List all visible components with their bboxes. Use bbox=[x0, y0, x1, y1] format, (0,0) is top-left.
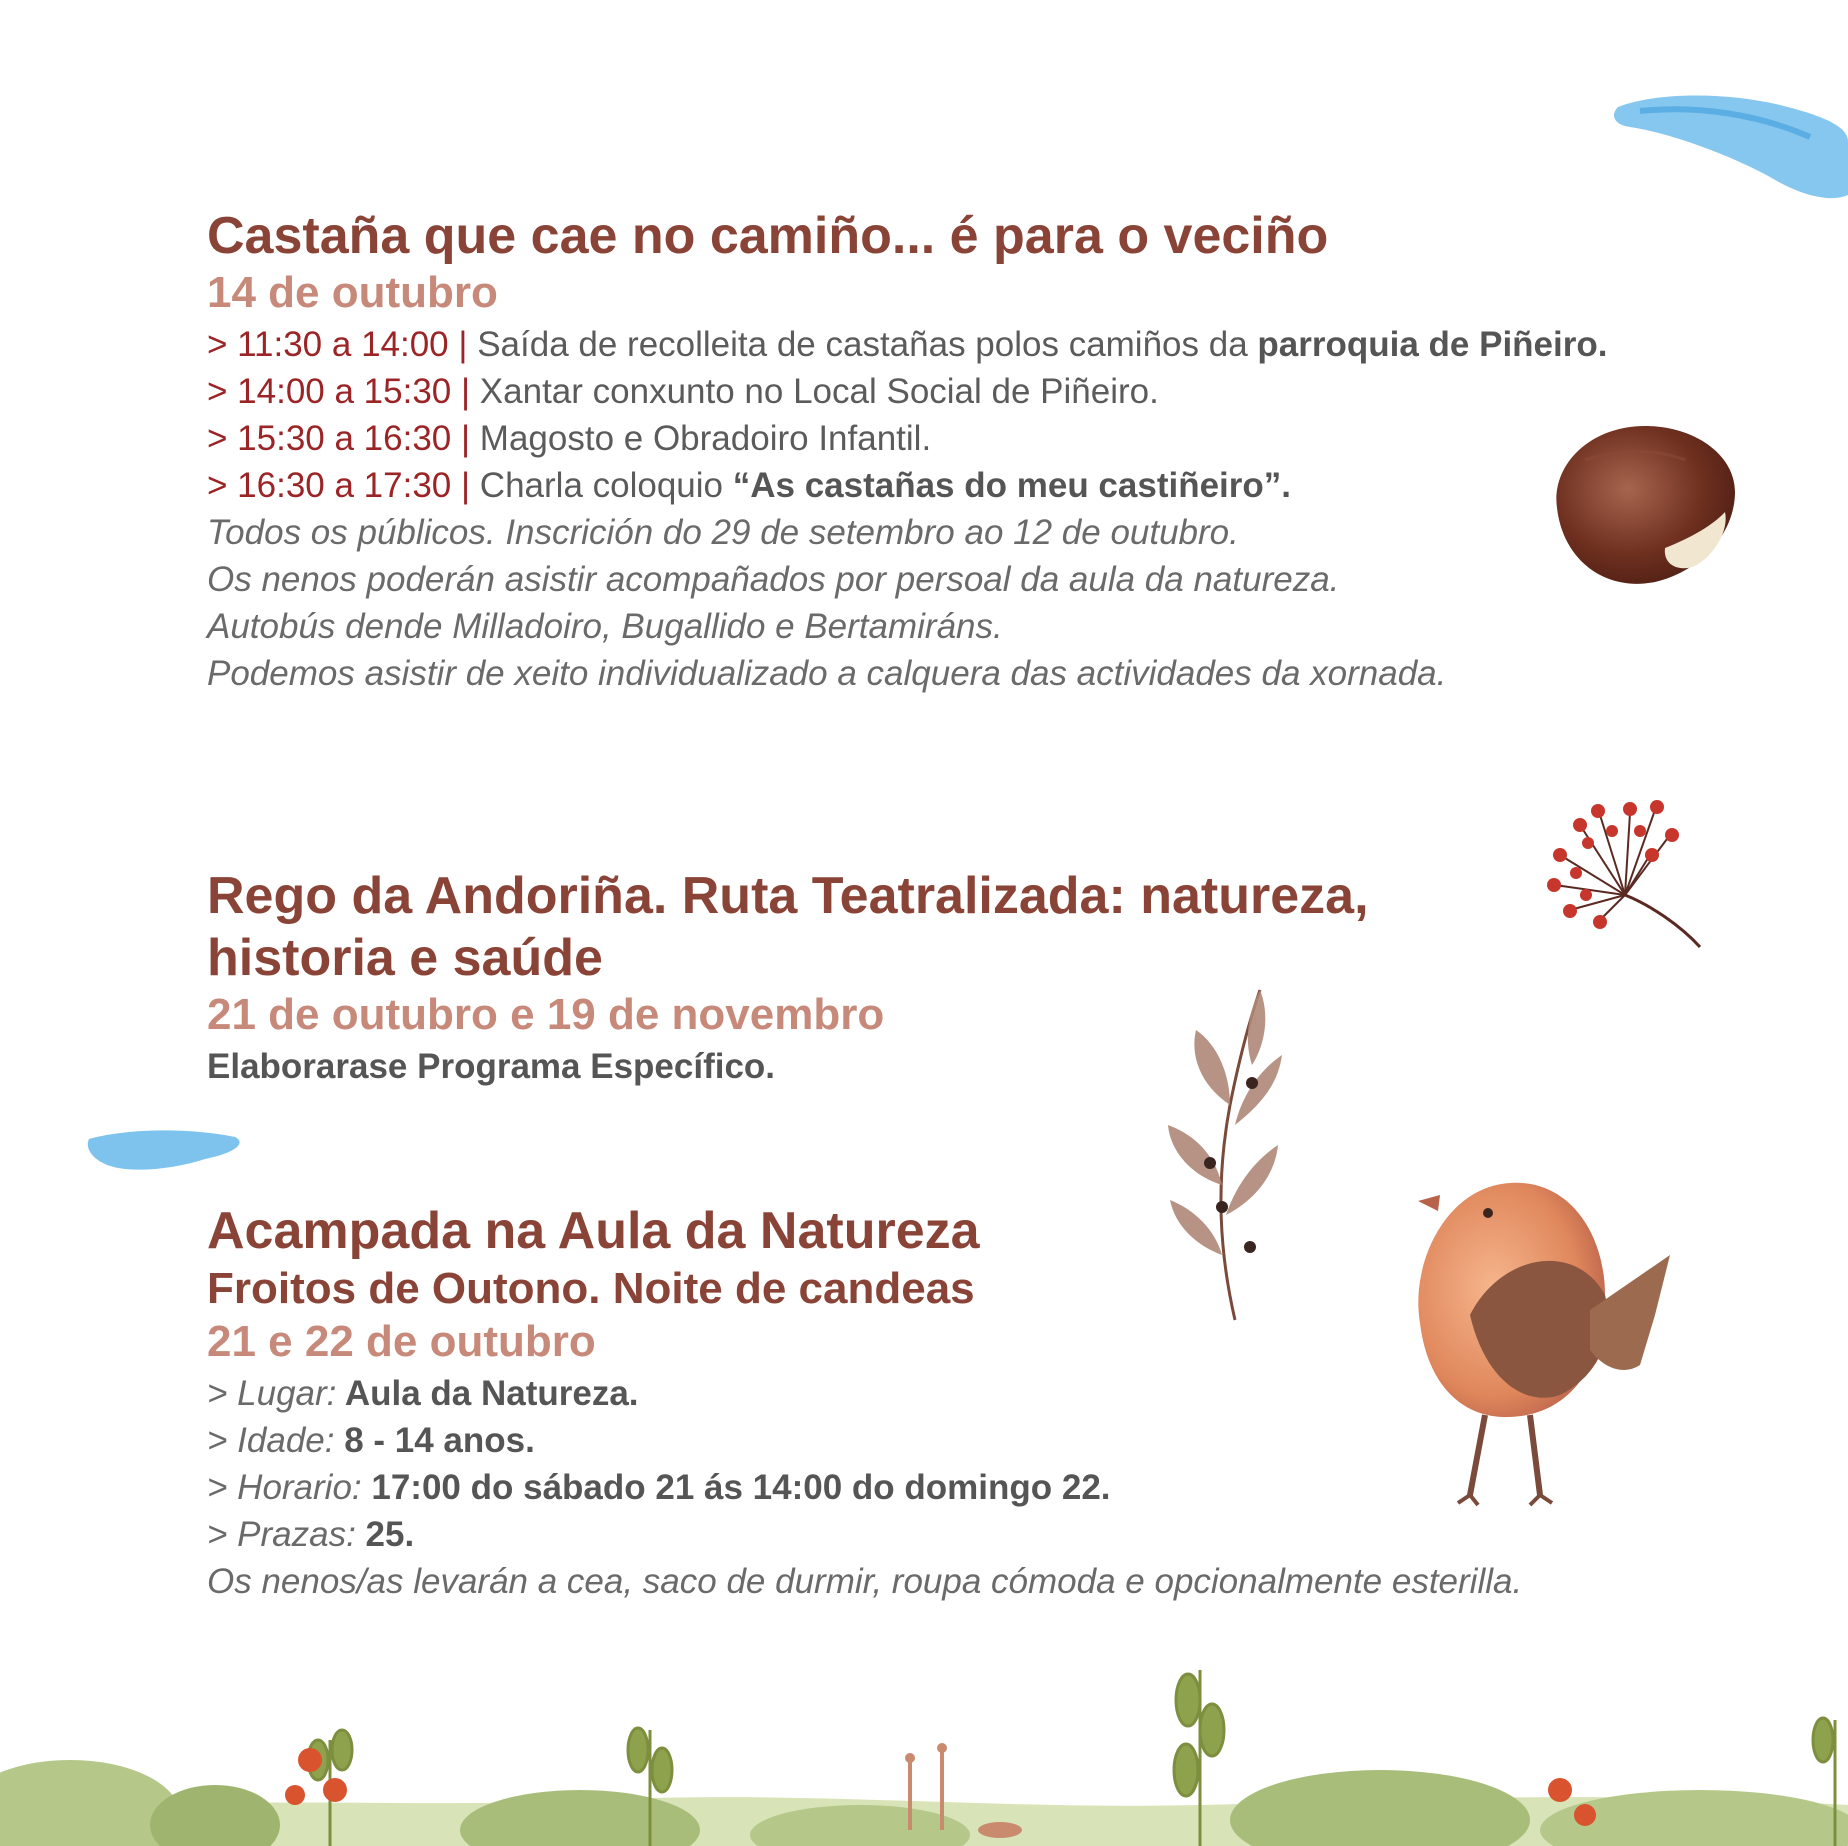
event-note: Os nenos poderán asistir acompañados por persoal da aula da natureza. bbox=[207, 560, 1340, 599]
detail-row bbox=[207, 1417, 1607, 1464]
event-castanas bbox=[207, 205, 1607, 697]
meadow-plants bbox=[0, 1640, 1848, 1846]
schedule-text: Xantar conxunto no Local Social de Piñeiro. bbox=[470, 372, 1159, 411]
detail-row bbox=[207, 1464, 1607, 1511]
event-description: Elaborarase Programa Específico. bbox=[207, 1047, 776, 1086]
schedule-text: Magosto e Obradoiro Infantil. bbox=[470, 419, 932, 458]
berry-branch-icon bbox=[1540, 795, 1710, 955]
detail-value: Aula da Natureza. bbox=[336, 1374, 639, 1413]
event-date: 21 e 22 de outubro bbox=[207, 1317, 596, 1366]
event-note: Podemos asistir de xeito individualizado a calquera das actividades da xornada. bbox=[207, 654, 1447, 693]
event-title: Acampada na Aula da Natureza bbox=[207, 1202, 980, 1260]
schedule-time: > 15:30 a 16:30 | bbox=[207, 419, 471, 458]
detail-value: 25. bbox=[355, 1515, 415, 1554]
schedule-item bbox=[207, 368, 1607, 415]
detail-row bbox=[207, 1511, 1607, 1558]
event-date: 14 de outubro bbox=[207, 268, 498, 317]
schedule-item bbox=[207, 462, 1607, 509]
detail-label: > Horario: bbox=[207, 1468, 362, 1507]
event-subtitle: Froitos de Outono. Noite de candeas bbox=[207, 1264, 975, 1313]
event-note: Os nenos/as levarán a cea, saco de durmir, roupa cómoda e opcionalmente esterilla. bbox=[207, 1562, 1523, 1601]
event-note: Autobús dende Milladoiro, Bugallido e Bertamiráns. bbox=[207, 607, 1003, 646]
detail-value: 8 - 14 anos. bbox=[334, 1421, 535, 1460]
detail-row bbox=[207, 1370, 1607, 1417]
detail-label: > Lugar: bbox=[207, 1374, 337, 1413]
schedule-highlight: parroquia de Piñeiro. bbox=[1257, 325, 1608, 364]
event-date: 21 de outubro e 19 de novembro bbox=[207, 990, 885, 1039]
watercolor-splash-top-right bbox=[1610, 85, 1848, 205]
event-note: Todos os públicos. Inscrición do 29 de setembro ao 12 de outubro. bbox=[207, 513, 1239, 552]
schedule-text: Saída de recolleita de castañas polos camiños da bbox=[467, 325, 1258, 364]
event-title: Castaña que cae no camiño... é para o veciño bbox=[207, 207, 1329, 265]
detail-label: > Idade: bbox=[207, 1421, 335, 1460]
event-title: Rego da Andoriña. Ruta Teatralizada: natureza, historia e saúde bbox=[207, 867, 1369, 987]
schedule-highlight: “As castañas do meu castiñeiro”. bbox=[732, 466, 1291, 505]
event-acampada bbox=[207, 1200, 1607, 1605]
schedule-item bbox=[207, 415, 1607, 462]
schedule-text: Charla coloquio bbox=[470, 466, 733, 505]
schedule-time: > 14:00 a 15:30 | bbox=[207, 372, 471, 411]
event-ruta-teatralizada bbox=[207, 865, 1507, 1090]
schedule-time: > 11:30 a 14:00 | bbox=[207, 325, 468, 364]
schedule-item bbox=[207, 321, 1607, 368]
schedule-time: > 16:30 a 17:30 | bbox=[207, 466, 471, 505]
watercolor-splash-left bbox=[85, 1125, 245, 1180]
detail-value: 17:00 do sábado 21 ás 14:00 do domingo 22. bbox=[361, 1468, 1111, 1507]
detail-label: > Prazas: bbox=[207, 1515, 356, 1554]
